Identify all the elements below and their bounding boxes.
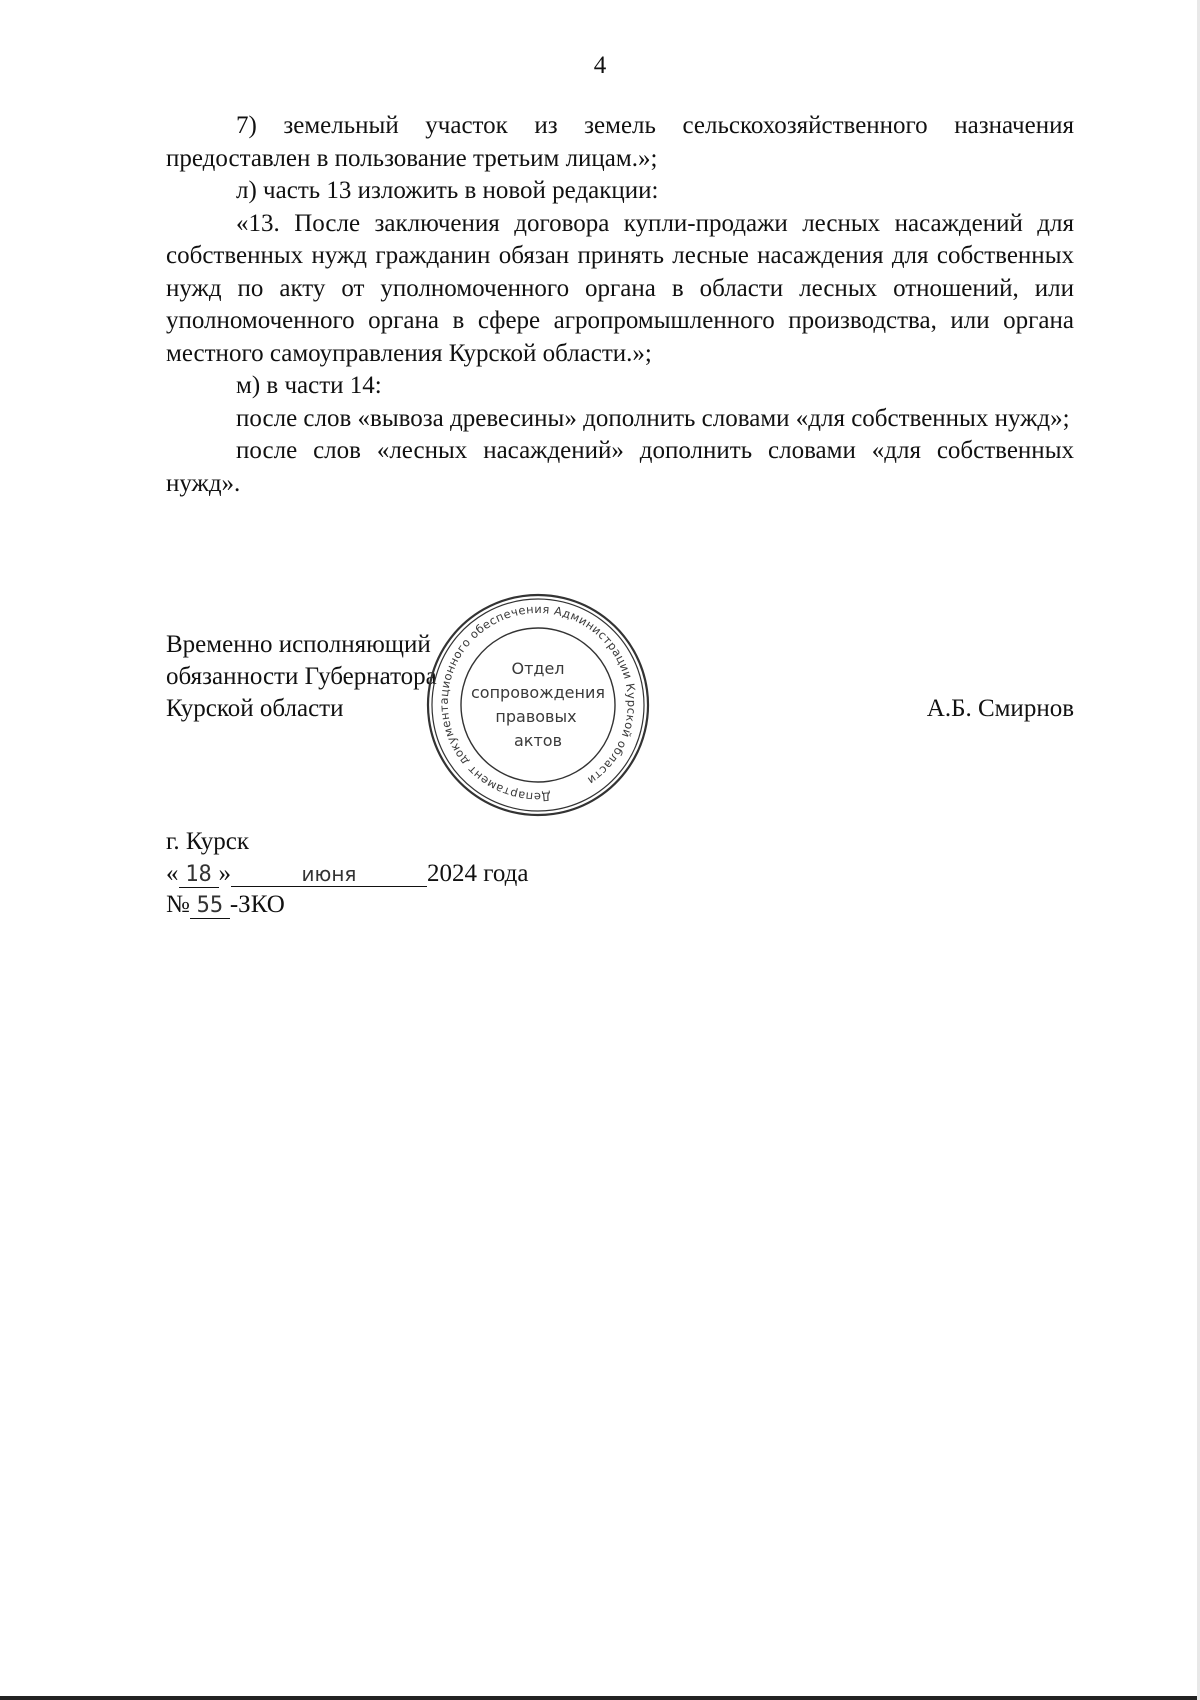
- signatory-title: [166, 629, 437, 725]
- svg-text:Департамент документационного: [424, 590, 652, 817]
- date-day: 18: [179, 863, 219, 888]
- law-number: 55: [190, 894, 230, 919]
- page-number: 4: [593, 52, 607, 79]
- seal-center-text: правовых: [495, 707, 577, 726]
- paragraph-amendment-2: после слов «лесных насаждений» дополнить словами «для собственных нужд».: [166, 437, 1074, 497]
- date-year: 2024 года: [427, 859, 529, 887]
- law-number-suffix: -ЗКО: [229, 891, 285, 918]
- paragraph-item-m: м) в части 14:: [236, 372, 382, 399]
- paragraph-part-13: «13. После заключения договора купли-продажи лесных насаждений для собственных нужд гражданин обязан принять лесные насаждения для собственных нужд по акту от уполномоченного органа в области лесных отношений, или уполномоченного органа в сфере агропромышленного производства, или органа местного самоуправления Курской области.»;: [166, 209, 1074, 367]
- seal-center-text: актов: [513, 731, 563, 750]
- signatory-title-line: Временно исполняющий: [166, 631, 431, 658]
- signatory-title-line: Курской области: [166, 695, 344, 722]
- place-and-date: [166, 826, 528, 921]
- scan-bottom-edge: [0, 1696, 1200, 1700]
- seal-ring-text: Департамент документационного обеспечения Администрации Курской области: [436, 601, 639, 805]
- seal-center-text: сопровождения: [470, 683, 606, 702]
- signatory-title-line: обязанности Губернатора: [166, 663, 437, 690]
- document-body: [166, 110, 1074, 500]
- seal-center-text: Отдел: [511, 659, 565, 678]
- official-seal: [418, 590, 658, 820]
- city-line: г. Курск: [166, 828, 249, 855]
- paragraph-item-7: 7) земельный участок из земель сельскохозяйственного назначения предоставлен в пользование третьим лицам.»;: [166, 112, 1074, 172]
- date-month: июня: [231, 862, 427, 887]
- law-number-line: № 55 -ЗКО: [166, 891, 285, 918]
- paragraph-amendment-1: после слов «вывоза древесины» дополнить словами «для собственных нужд»;: [236, 404, 1070, 432]
- paragraph-item-l: л) часть 13 изложить в новой редакции:: [236, 177, 659, 204]
- signer-name: А.Б. Смирнов: [926, 695, 1074, 722]
- date-line: « 18 » июня 2024 года: [166, 859, 529, 887]
